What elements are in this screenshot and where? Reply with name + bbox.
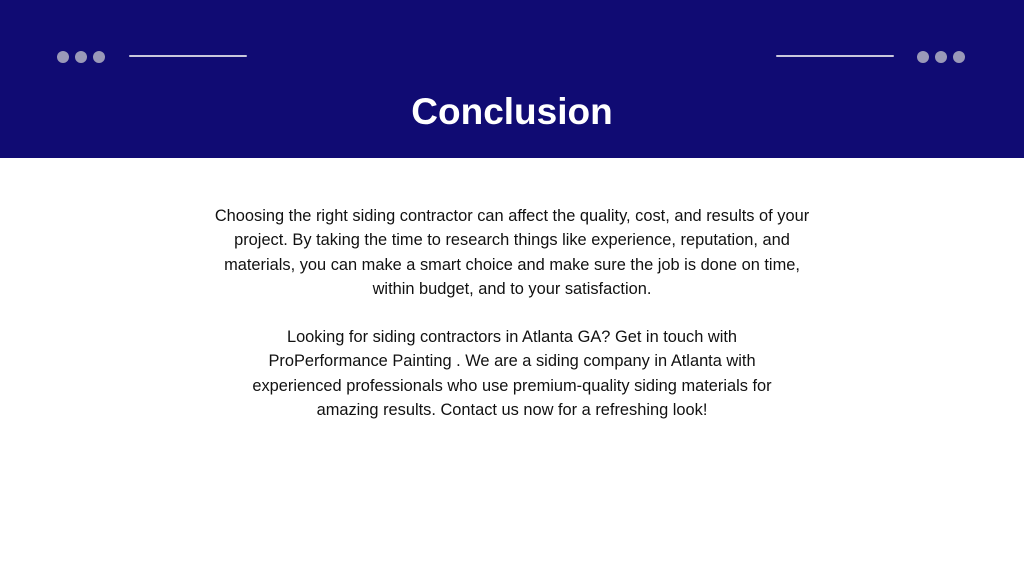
slide-body xyxy=(212,204,812,446)
decorative-line-right xyxy=(776,55,894,57)
dot-icon xyxy=(953,51,965,63)
dot-icon xyxy=(75,51,87,63)
dot-icon xyxy=(93,51,105,63)
dot-icon xyxy=(935,51,947,63)
dot-icon xyxy=(917,51,929,63)
dot-icon xyxy=(57,51,69,63)
header-banner xyxy=(0,0,1024,158)
paragraph-call-to-action: Looking for siding contractors in Atlanta GA? Get in touch with ProPerformance Painting . We are a siding company in Atlanta with experienced professionals who use premium-quality siding materials for amazing results. Contact us now for a refreshing look! xyxy=(252,328,772,420)
decorative-dots-right xyxy=(917,51,965,63)
decorative-line-left xyxy=(129,55,247,57)
decorative-dots-left xyxy=(57,51,105,63)
paragraph-intro: Choosing the right siding contractor can affect the quality, cost, and results of your project. By taking the time to research things like experience, reputation, and materials, you can make a smart choice and make sure the job is done on time, within budget, and to your satisfaction. xyxy=(214,207,810,298)
slide-title: Conclusion xyxy=(411,91,613,132)
